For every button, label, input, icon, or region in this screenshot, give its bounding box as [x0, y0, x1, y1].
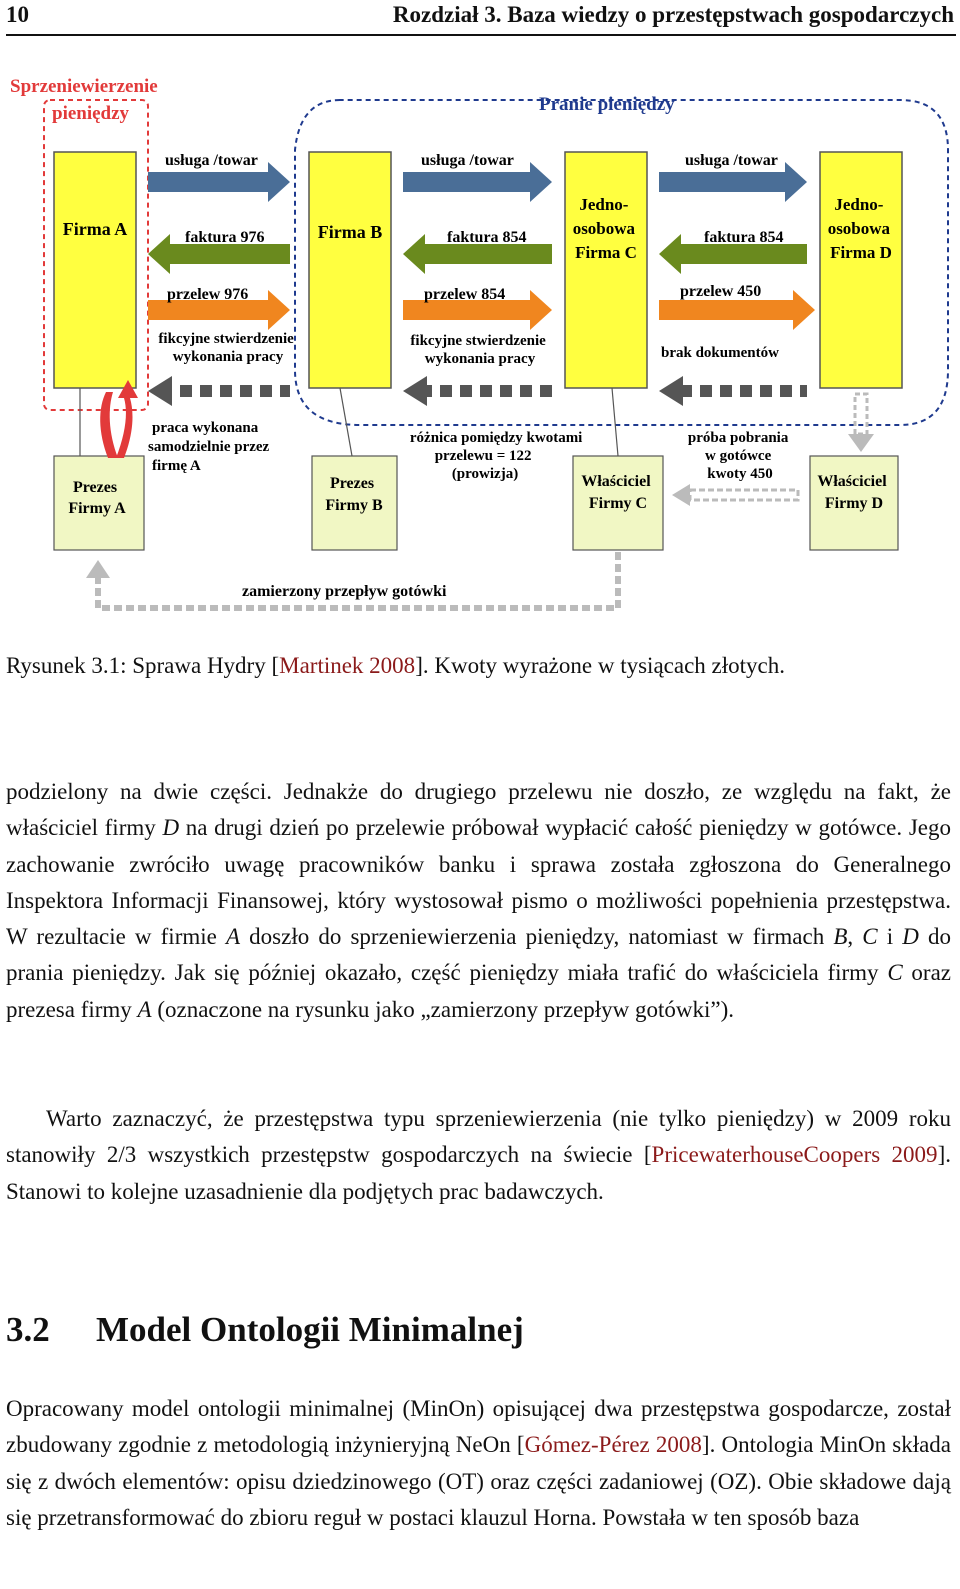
document-label-2 — [410, 333, 549, 367]
cash-arrow-d-head — [848, 434, 874, 452]
invoice-label-2: faktura 854 — [447, 229, 527, 246]
document-label-2-l2: wykonania pracy — [424, 351, 536, 367]
figure-caption — [6, 648, 951, 684]
person-d-l2: Firmy D — [824, 495, 884, 512]
cash-arrow-d-body — [855, 394, 867, 434]
note-c — [688, 430, 792, 482]
service-label-2: usługa /towar — [421, 152, 514, 169]
page-header — [6, 0, 956, 36]
firm-b-box — [309, 152, 391, 388]
firm-a-box — [54, 152, 136, 388]
p1-italic-4: C — [862, 924, 878, 950]
service-label-3: usługa /towar — [685, 152, 778, 169]
firm-b-label: Firma B — [317, 222, 383, 242]
invoice-label-1: faktura 976 — [185, 229, 265, 246]
p2-citation-link[interactable]: PricewaterhouseCoopers 2009 — [651, 1142, 938, 1168]
p3-citation-link[interactable]: Gómez-Pérez 2008 — [524, 1432, 702, 1458]
section-number: 3.2 — [6, 1310, 50, 1349]
person-a-l1: Prezes — [72, 479, 118, 496]
service-label-1: usługa /towar — [165, 152, 258, 169]
p2-text-2: ]. Stanowi to kolejne uzasadnienie dla podjętych prac badawczych. — [6, 1142, 951, 1204]
person-a-l2: Firmy A — [68, 500, 126, 517]
firm-d-label — [828, 195, 895, 262]
note-b-l1: różnica pomiędzy kwotami — [409, 430, 583, 446]
document-label-1-l2: wykonania pracy — [172, 349, 284, 365]
hydra-case-diagram — [0, 40, 960, 620]
page-number: 10 — [6, 2, 29, 27]
note-b-l3: (prowizja) — [451, 466, 519, 482]
transfer-label-3: przelew 450 — [680, 283, 762, 300]
document-label-3: brak dokumentów — [661, 345, 779, 361]
p1-text-8: (oznaczone na rysunku jako „zamierzony przepływ gotówki”). — [151, 996, 735, 1022]
curved-arrow-left — [100, 392, 118, 458]
firm-c-label — [573, 195, 640, 262]
p1-text-7: oraz prezesa firmy — [6, 960, 951, 1022]
note-c-l1: próba pobrania — [687, 430, 789, 446]
section-heading — [6, 1310, 524, 1350]
note-a-l3: firmę A — [152, 458, 201, 474]
note-b — [410, 430, 586, 482]
person-b-l1: Prezes — [329, 475, 375, 492]
chapter-title: Rozdział 3. Baza wiedzy o przestępstwach gospodarczych — [392, 2, 954, 27]
transfer-label-2: przelew 854 — [424, 286, 506, 303]
note-b-l2: przelewu = 122 — [434, 448, 532, 464]
document-arrow-1-body — [170, 385, 290, 397]
firm-c-label-l3: Firma C — [575, 243, 637, 262]
p2-text-1: Warto zaznaczyć, że przestępstwa typu sprzeniewierzenia (nie tylko pieniędzy) w 2009 roku stanowiły 2/3 wszystkich przestępstw gospodarczych na świecie [ — [6, 1106, 951, 1168]
document-arrow-1-head — [148, 376, 172, 406]
p1-text-4: , — [847, 924, 863, 950]
firm-d-label-l2: osobowa — [827, 219, 891, 238]
caption-suffix: ]. Kwoty wyrażone w tysiącach złotych. — [415, 653, 785, 678]
section-title: Model Ontologii Minimalnej — [96, 1310, 524, 1349]
firm-c-label-l2: osobowa — [572, 219, 636, 238]
p3-text-2: ]. Ontologia MinOn składa się z dwóch elementów: opisu dziedzinowego (OT) oraz części zadaniowej (OZ). Obie składowe dają się przetransformować do zbioru reguł w postaci klauzul Horna. Powstała w ten sposób baza — [6, 1432, 952, 1530]
p1-italic-3: B — [833, 924, 848, 950]
invoice-label-3: faktura 854 — [704, 229, 784, 246]
paragraph-3 — [6, 1391, 951, 1536]
cash-arrow-dc-body — [690, 490, 798, 500]
note-c-l3: kwoty 450 — [707, 466, 773, 482]
document-arrow-2-head — [403, 376, 427, 406]
document-label-1 — [158, 331, 297, 365]
p1-italic-2: A — [225, 924, 241, 950]
person-c-l1: Właściciel — [581, 473, 651, 490]
paragraph-2 — [6, 1101, 951, 1210]
note-a-l2: samodzielnie przez — [148, 439, 270, 455]
p1-italic-7: A — [137, 996, 152, 1022]
p1-text-1: podzielony na dwie części. Jednakże do drugiego przelewu nie doszło, ze względu na fakt, że właściciel firmy — [6, 779, 951, 841]
document-arrow-3-head — [659, 376, 683, 406]
firm-d-label-l3: Firma D — [830, 243, 892, 262]
p3-text-1: Opracowany model ontologii minimalnej (MinOn) opisującej dwa przestępstwa gospodarcze, został zbudowany zgodnie z metodologią inżynieryjną NeOn [ — [6, 1396, 951, 1458]
p1-italic-1: D — [162, 815, 180, 841]
group-right-label: Pranie pieniędzy — [539, 94, 675, 115]
firm-d-label-l1: Jedno- — [834, 195, 884, 214]
note-a-l1: praca wykonana — [152, 420, 259, 436]
note-c-l2: w gotówce — [705, 448, 772, 464]
group-left-label-line1: Sprzeniewierzenie — [10, 76, 158, 97]
p1-text-5: i — [877, 924, 903, 950]
link-c — [612, 388, 618, 456]
link-b — [340, 388, 352, 456]
person-b-l2: Firmy B — [325, 497, 383, 514]
person-c-l2: Firmy C — [588, 495, 648, 512]
p1-text-3: doszło do sprzeniewierzenia pieniędzy, natomiast w firmach — [240, 924, 834, 950]
firm-a-label: Firma A — [62, 219, 128, 239]
note-a — [148, 420, 273, 474]
caption-citation-link[interactable]: Martinek 2008 — [279, 653, 416, 678]
curved-arrow-right — [116, 380, 138, 458]
firm-d-box — [820, 152, 902, 388]
document-arrow-3-body — [681, 385, 807, 397]
document-label-1-l1: fikcyjne stwierdzenie — [158, 331, 294, 347]
caption-prefix: Rysunek 3.1: Sprawa Hydry [ — [6, 653, 280, 678]
document-label-2-l1: fikcyjne stwierdzenie — [410, 333, 546, 349]
p1-italic-5: D — [902, 924, 919, 950]
document-arrow-2-body — [425, 385, 552, 397]
group-left-label-line2: pieniędzy — [52, 103, 130, 124]
cash-flow-label: zamierzony przepływ gotówki — [242, 583, 447, 600]
person-d-l1: Właściciel — [817, 473, 887, 490]
cash-arrow-dc-head — [672, 484, 690, 506]
paragraph-1 — [6, 774, 951, 1028]
firm-c-box — [565, 152, 647, 388]
intended-cash-flow-head — [86, 560, 110, 578]
p1-text-6: do prania pieniędzy. Jak się później okazało, część pieniędzy miała trafić do właściciela firmy — [6, 924, 951, 986]
firm-c-label-l1: Jedno- — [579, 195, 629, 214]
transfer-label-1: przelew 976 — [167, 286, 249, 303]
p1-italic-6: C — [887, 960, 903, 986]
p1-text-2: na drugi dzień po przelewie próbował wypłacić całość pieniędzy w gotówce. Jego zachowanie zwróciło uwagę pracowników banku i sprawa została zgłoszona do Generalnego Inspektora Informacji Finansowej, który wystosował pismo o możliwości popełnienia przestępstwa. W rezultacie w firmie — [6, 815, 951, 950]
